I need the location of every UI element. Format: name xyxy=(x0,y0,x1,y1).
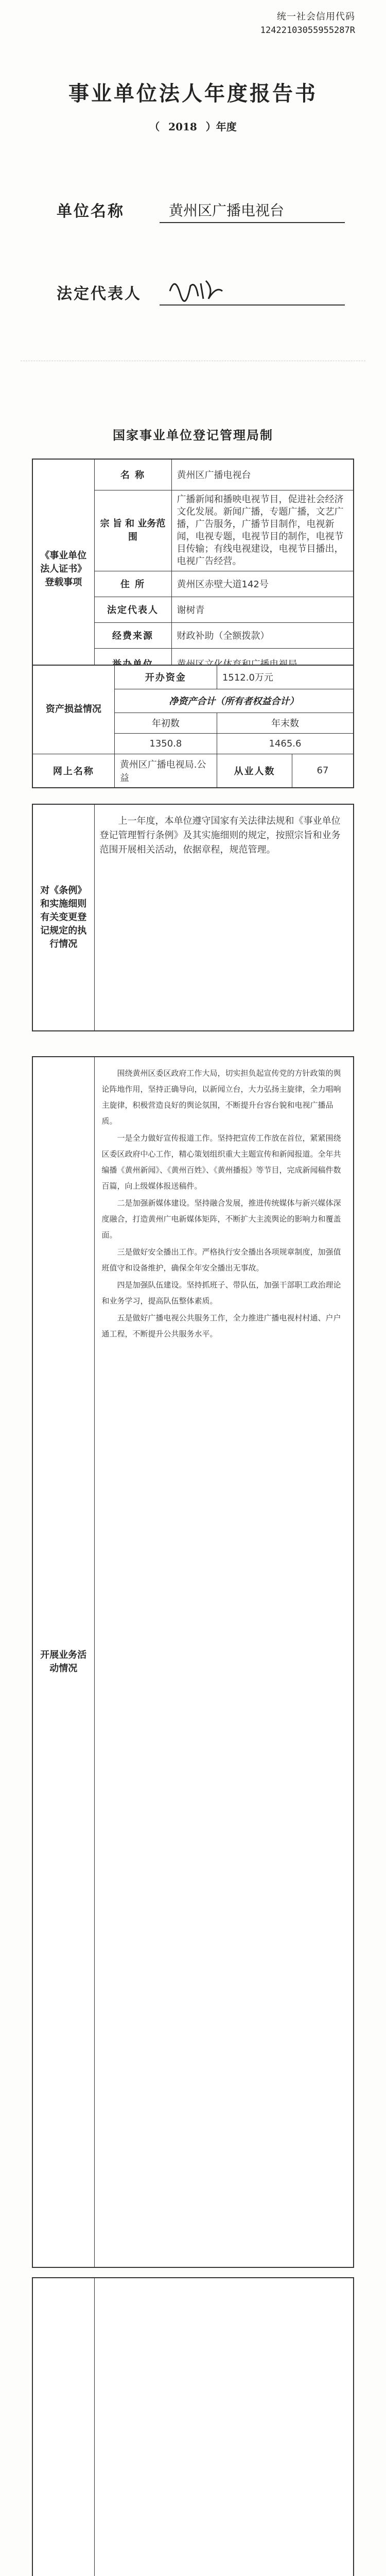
activity-table xyxy=(32,1056,354,2268)
year-close: ）年度 xyxy=(205,121,237,133)
status-table xyxy=(32,2277,354,2576)
begin-label: 年初数 xyxy=(114,713,217,733)
activity-paragraph: 五是做好广播电视公共服务工作，全力推进广播电视村村通、户户通工程，不断提升公共服务水平。 xyxy=(101,1313,341,1338)
name-value: 黄州区广播电视台 xyxy=(171,459,354,490)
activity-paragraph: 二是加强新媒体建设。坚持融合发展，推进传统媒体与新兴媒体深度融合，打造黄州广电新媒体矩阵，不断扩大主流舆论的影响力和覆盖面。 xyxy=(101,1198,341,1240)
website-value: 黄州区广播电视局.公益 xyxy=(114,754,217,788)
activity-paragraph: 四是加强队伍建设。坚持抓班子、带队伍，加强干部职工政治理论和业务学习，提高队伍整体素质。 xyxy=(101,1280,341,1306)
unit-name-row xyxy=(57,193,345,224)
activity-content xyxy=(94,1057,354,2267)
compliance-label: 对《条例》和实施细则有关变更登记规定的执行情况 xyxy=(32,804,94,1031)
continued-activity-label xyxy=(32,2278,94,2576)
year-value: 2018 xyxy=(168,121,197,133)
end-value: 1465.6 xyxy=(217,733,354,754)
asset-table xyxy=(32,665,354,788)
unit-name-value: 黄州区广播电视台 xyxy=(160,198,345,223)
purpose-label: 宗 旨 和 业务范围 xyxy=(94,490,171,571)
legal-rep-value: 谢树青 xyxy=(171,597,354,622)
year-open: （ xyxy=(149,121,160,133)
end-label: 年末数 xyxy=(217,713,354,733)
staff-value: 67 xyxy=(292,754,354,788)
net-asset-label: 净资产合计（所有者权益合计） xyxy=(114,689,354,713)
activity-paragraph: 一是全力做好宣传报道工作。坚持把宣传工作放在首位，紧紧围绕区委区政府中心工作，精心策划组织重大主题宣传和新闻报道。全年共编播《黄州新闻》、《黄州百姓》、《黄州播报》等节目，完成新闻稿件数百篇，向上级媒体报送稿件。 xyxy=(101,1133,341,1191)
funding-label: 经费来源 xyxy=(94,622,171,648)
activity-label: 开展业务活动情况 xyxy=(32,1057,94,2267)
name-label: 名 称 xyxy=(94,459,171,490)
registration-table xyxy=(32,459,354,680)
begin-value: 1350.8 xyxy=(114,733,217,754)
website-label: 网上名称 xyxy=(32,754,114,788)
capital-label: 开办资金 xyxy=(114,665,217,689)
legal-rep-label: 法定代表人 xyxy=(94,597,171,622)
cert-label: 《事业单位法人证书》登载事项 xyxy=(32,459,94,679)
asset-label: 资产损益情况 xyxy=(32,665,114,754)
rep-label: 法定代表人 xyxy=(57,285,142,303)
credit-code-value: 12422103055955287R xyxy=(260,25,355,36)
year-line xyxy=(0,118,386,133)
credit-code-box xyxy=(242,10,355,37)
capital-value: 1512.0万元 xyxy=(217,665,354,689)
funding-value: 财政补助（全额拨款） xyxy=(171,622,354,648)
purpose-value: 广播新闻和播映电视节目，促进社会经济文化发展。新闻广播，专题广播，文艺广播，广告服务，广播节目制作，电视新闻，电视专题，电视节目的制作，电视节目传输；有线电视建设，电视节目播出，电视广告经营。 xyxy=(171,490,354,571)
handwritten-signature xyxy=(165,270,226,307)
address-label: 住 所 xyxy=(94,571,171,597)
report-title: 国家事业单位登记管理局制 xyxy=(113,428,273,443)
activity-paragraph: 三是做好安全播出工作。严格执行安全播出各项规章制度，加强值班值守和设备维护，确保全年安全播出无事故。 xyxy=(101,1247,341,1273)
address-value: 黄州区赤壁大道142号 xyxy=(171,571,354,597)
credit-code-label: 统一社会信用代码 xyxy=(277,11,355,22)
compliance-table xyxy=(32,804,354,1031)
page-title: 事业单位法人年度报告书 xyxy=(68,81,318,106)
staff-label: 从业人数 xyxy=(217,754,292,788)
continued-activity-content xyxy=(94,2278,354,2576)
activity-paragraph: 围绕黄州区委区政府工作大局，切实担负起宣传党的方针政策的舆论阵地作用，坚持正确导向，以新闻立台，大力弘扬主旋律，全力唱响主旋律，积极营造良好的舆论氛围，不断提升台容台貌和电视广播品质。 xyxy=(101,1069,341,1126)
unit-name-label: 单位名称 xyxy=(57,202,125,221)
compliance-value: 上一年度，本单位遵守国家有关法律法规和《事业单位登记管理暂行条例》及其实施细则的规定，按照宗旨和业务范围开展相关活动，依据章程，规范管理。 xyxy=(94,804,354,1031)
